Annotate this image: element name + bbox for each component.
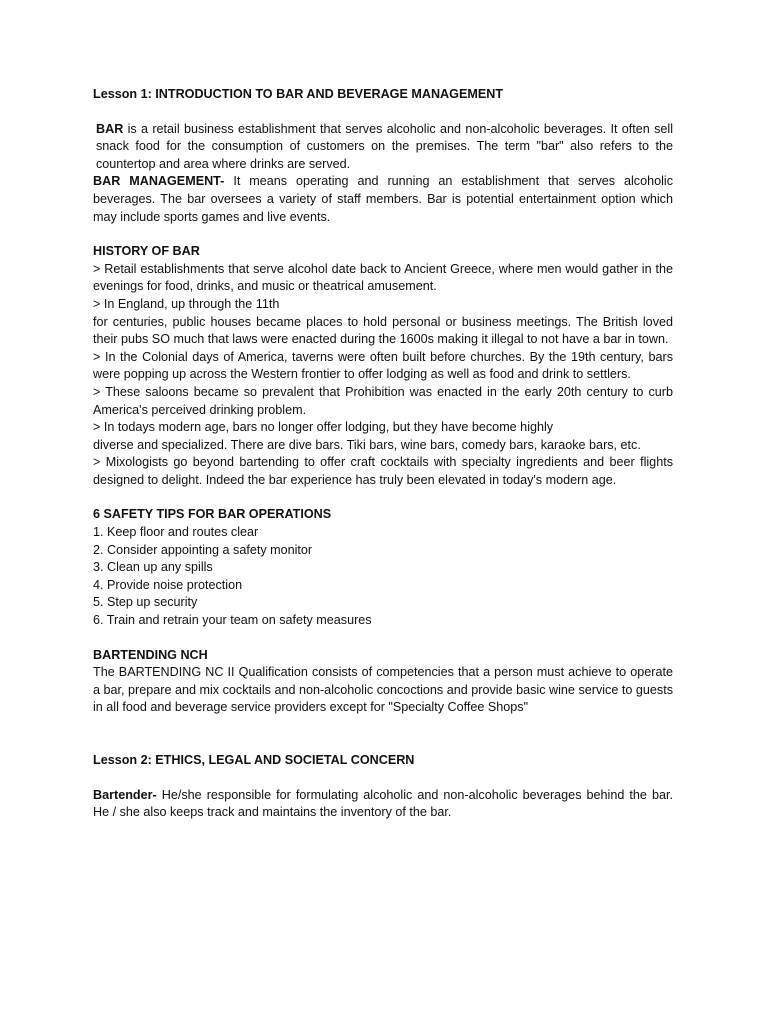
bartender-definition-text: He/she responsible for formulating alcoholic and non-alcoholic beverages behind the bar. He / she also keeps track and maintains the inventory of the bar. — [93, 787, 673, 820]
history-title: HISTORY OF BAR — [93, 244, 200, 259]
safety-item: 4. Provide noise protection — [93, 577, 243, 592]
bar-definition — [93, 121, 673, 174]
history-item: for centuries, public houses became places to hold personal or business meetings. The British loved their pubs SO much that laws were enacted during the 1600s making it illegal to not have a bar in town. — [93, 314, 673, 347]
bar-management-definition — [93, 173, 673, 226]
bar-management-term: BAR MANAGEMENT- — [93, 174, 225, 189]
history-item: > Retail establishments that serve alcohol date back to Ancient Greece, where men would gather in the evenings for food, drinks, and music or theatrical amusement. — [93, 261, 673, 294]
lesson2-title: Lesson 2: ETHICS, LEGAL AND SOCIETAL CONCERN — [93, 753, 415, 767]
history-item: > These saloons became so prevalent that Prohibition was enacted in the early 20th century to curb America's perceived drinking problem. — [93, 384, 673, 417]
safety-item: 6. Train and retrain your team on safety measures — [93, 613, 372, 628]
history-item: diverse and specialized. There are dive bars. Tiki bars, wine bars, comedy bars, karaoke bars, etc. — [93, 437, 641, 452]
bartending-text: The BARTENDING NC II Qualification consists of competencies that a person must achieve to operate a bar, prepare and mix cocktails and non-alcoholic concoctions and provide basic wine service to guests in all food and beverage service providers except for "Specialty Coffee Shops" — [93, 665, 673, 715]
bar-term: BAR — [96, 121, 124, 136]
document-page — [93, 86, 673, 822]
history-item: > In todays modern age, bars no longer offer lodging, but they have become highly — [93, 420, 554, 435]
bar-definition-text: is a retail business establishment that serves alcoholic and non-alcoholic beverages. It often sell snack food for the consumption of customers on the premises. The term "bar" also refers to the countertop and area where drinks are served. — [96, 121, 673, 171]
history-item: > In the Colonial days of America, taverns were often built before churches. By the 19th century, bars were popping up across the Western frontier to offer lodging as well as food and drink to settlers. — [93, 349, 673, 382]
bartender-definition — [93, 787, 673, 822]
history-item: > Mixologists go beyond bartending to offer craft cocktails with specialty ingredients and beer flights designed to delight. Indeed the bar experience has truly been elevated in today's modern age. — [93, 455, 673, 487]
lesson1-title: Lesson 1: INTRODUCTION TO BAR AND BEVERAGE MANAGEMENT — [93, 87, 504, 101]
bar-management-text: It means operating and running an establishment that serves alcoholic beverages. The bar oversees a variety of staff members. Bar is potential entertainment option which may include sports games and live events. — [93, 174, 674, 224]
safety-item: 2. Consider appointing a safety monitor — [93, 542, 313, 557]
safety-item: 5. Step up security — [93, 595, 198, 610]
bartending-title: BARTENDING NCH — [93, 647, 208, 662]
safety-item: 1. Keep floor and routes clear — [93, 525, 259, 540]
bartender-term: Bartender- — [93, 787, 157, 802]
safety-item: 3. Clean up any spills — [93, 560, 213, 575]
history-item: > In England, up through the 11th — [93, 296, 280, 311]
safety-title: 6 SAFETY TIPS FOR BAR OPERATIONS — [93, 507, 332, 522]
